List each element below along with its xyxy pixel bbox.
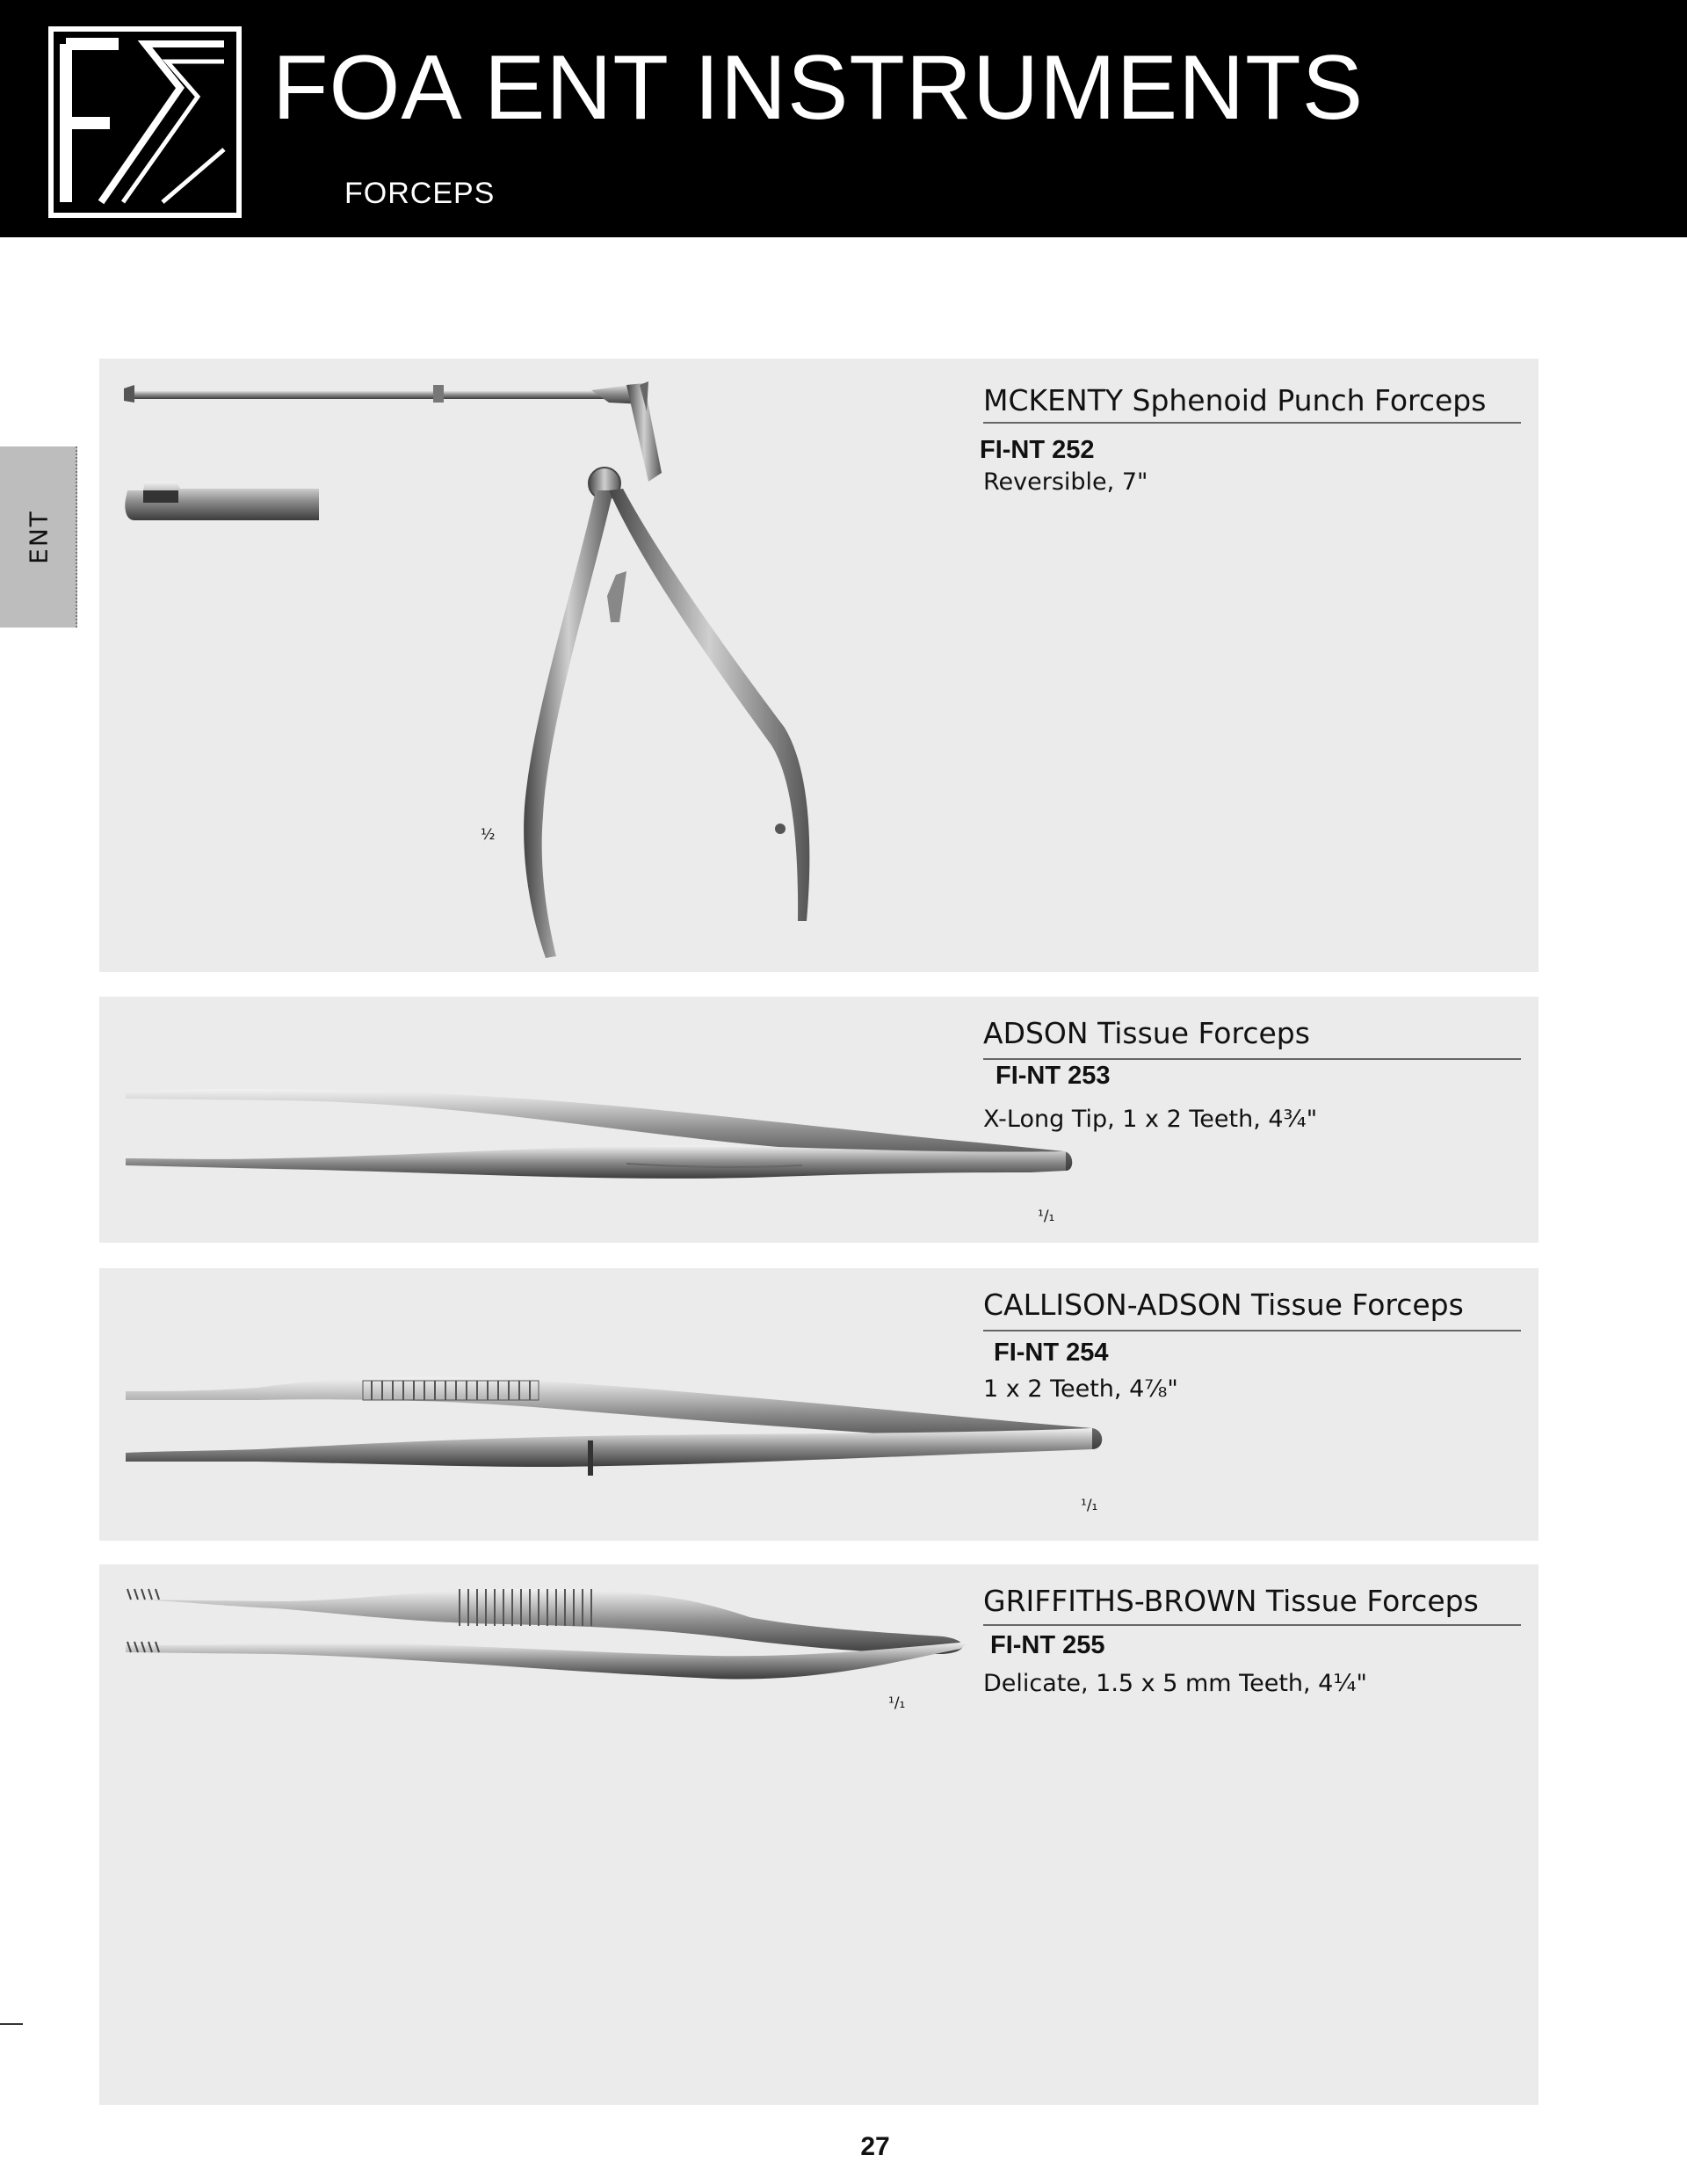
side-divider bbox=[0, 2023, 23, 2025]
griffiths-brown-tissue-forceps-image bbox=[99, 1564, 1539, 2105]
product-title: ADSON Tissue Forceps bbox=[983, 1016, 1310, 1050]
scale-label: ½ bbox=[481, 826, 496, 844]
side-tab-ent[interactable] bbox=[0, 446, 77, 628]
product-title-rule bbox=[983, 422, 1521, 424]
product-code: FI-NT 252 bbox=[980, 436, 1095, 464]
product-title: CALLISON-ADSON Tissue Forceps bbox=[983, 1288, 1464, 1322]
product-panel-griffiths-brown bbox=[99, 1564, 1539, 2105]
product-panel-adson bbox=[99, 997, 1539, 1243]
product-panel-callison-adson bbox=[99, 1268, 1539, 1541]
product-description: X-Long Tip, 1 x 2 Teeth, 4¾" bbox=[983, 1106, 1318, 1133]
product-panel-mckenty bbox=[99, 359, 1539, 972]
product-code: FI-NT 253 bbox=[996, 1062, 1111, 1090]
header-banner bbox=[0, 0, 1687, 237]
page-number: 27 bbox=[860, 2132, 890, 2161]
product-title-rule bbox=[983, 1330, 1521, 1331]
scale-label: ¹/₁ bbox=[1038, 1208, 1055, 1225]
product-title-rule bbox=[983, 1624, 1521, 1626]
adson-tissue-forceps-image bbox=[99, 997, 1539, 1243]
foa-logo-icon bbox=[48, 26, 242, 218]
scale-label: ¹/₁ bbox=[888, 1694, 906, 1712]
product-title: GRIFFITHS-BROWN Tissue Forceps bbox=[983, 1584, 1479, 1618]
product-title: MCKENTY Sphenoid Punch Forceps bbox=[983, 383, 1487, 417]
section-subtitle: FORCEPS bbox=[344, 177, 496, 210]
product-title-rule bbox=[983, 1058, 1521, 1060]
scale-label: ¹/₁ bbox=[1081, 1497, 1098, 1514]
product-code: FI-NT 254 bbox=[994, 1339, 1109, 1367]
page-title: FOA ENT INSTRUMENTS bbox=[272, 37, 1365, 139]
product-description: 1 x 2 Teeth, 4⅞" bbox=[983, 1375, 1178, 1403]
product-description: Reversible, 7" bbox=[983, 468, 1148, 496]
product-description: Delicate, 1.5 x 5 mm Teeth, 4¼" bbox=[983, 1670, 1367, 1697]
mckenty-punch-forceps-image bbox=[99, 359, 1539, 972]
product-code: FI-NT 255 bbox=[990, 1631, 1105, 1659]
side-tab-label: ENT bbox=[24, 510, 54, 564]
